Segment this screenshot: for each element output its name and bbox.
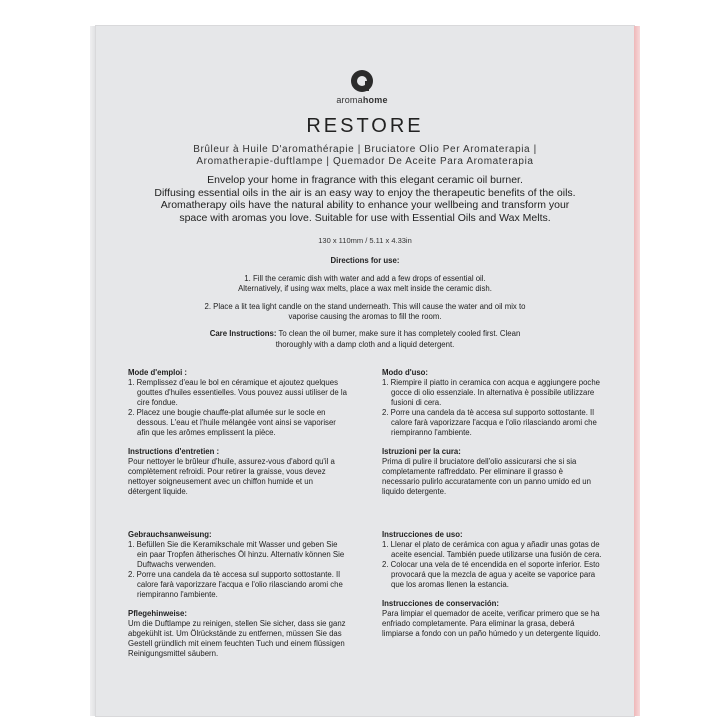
spanish-step-1: 1. Llenar el plato de cerámica con agua y añadir unas gotas de aceite esencial. También puede utilizarse una fusión de cera. xyxy=(382,540,602,559)
step-1-line: Alternatively, if using wax melts, place a wax melt inside the ceramic dish. xyxy=(238,284,492,293)
directions-step-2 xyxy=(180,302,550,323)
brand-name xyxy=(0,95,724,105)
intro-paragraph xyxy=(150,174,580,224)
step-1-line: 1. Fill the ceramic dish with water and add a few drops of essential oil. xyxy=(244,273,486,283)
spanish-heading: Instrucciones de uso: xyxy=(382,530,463,539)
care-instructions xyxy=(175,329,555,350)
subtitle-line: Aromatherapie-duftlampe | Quemador De Aceite Para Aromaterapia xyxy=(196,156,534,167)
care-text: thoroughly with a damp cloth and a liquid detergent. xyxy=(275,339,455,349)
french-step-2: 2. Placez une bougie chauffe-plat allumée sur le socle en dessous. L'eau et l'huile mélangée vont ainsi se vaporiser afin que les arômes emplissent la pièce. xyxy=(128,408,336,437)
aroma-home-logo-icon xyxy=(351,70,373,92)
spanish-care-heading: Instrucciones de conservación: xyxy=(382,599,499,608)
brand-name-bold: home xyxy=(362,95,388,105)
spanish-section xyxy=(382,530,602,639)
care-label: Care Instructions: xyxy=(209,329,277,338)
directions-heading: Directions for use: xyxy=(330,256,400,265)
intro-line: space with aromas you love. Suitable for use with Essential Oils and Wax Melts. xyxy=(179,211,551,224)
german-step-1: 1. Befüllen Sie die Keramikschale mit Wasser und geben Sie ein paar Tropfen ätherisches Öl hinzu. Alternativ können Sie Duftwachs verwenden. xyxy=(128,540,345,569)
brand-name-light: aroma xyxy=(336,95,363,105)
directions-step-1 xyxy=(180,274,550,295)
brand-logo xyxy=(0,70,724,105)
italian-step-1: 1. Riempire il piatto in ceramica con acqua e aggiungere poche gocce di olio essenziale. In alternativa è possibile utilizzare fusioni di cera. xyxy=(382,378,601,407)
german-care-text: Um die Duftlampe zu reinigen, stellen Sie sicher, dass sie ganz abgekühlt ist. Um Ölrückstände zu entfernen, müssen Sie das Gestell gründlich mit einem feuchten Tuch und einem flüssigen Reinigungsmittel säubern. xyxy=(128,619,346,658)
care-text: To clean the oil burner, make sure it has completely cooled first. Clean xyxy=(276,329,521,338)
french-care-text: Pour nettoyer le brûleur d'huile, assurez-vous d'abord qu'il a complètement refroidi. Pour retirer la graisse, vous devez nettoyer soigneusement avec un chiffon humide et un détergent liquide. xyxy=(128,457,335,496)
product-dimensions: 130 x 110mm / 5.11 x 4.33in xyxy=(318,236,412,245)
product-subtitle xyxy=(130,144,600,168)
french-step-1: 1. Remplissez d'eau le bol en céramique et ajoutez quelques gouttes d'huiles essentielles. Vous pouvez aussi utiliser de la cire fondue. xyxy=(128,378,347,407)
italian-step-2: 2. Porre una candela da tè accesa sul supporto sottostante. Il calore farà vaporizzare l'acqua e l'olio rilasciando aromi che riempiranno l'ambiente. xyxy=(382,408,597,437)
german-heading: Gebrauchsanweisung: xyxy=(128,530,212,539)
spanish-step-2: 2. Colocar una vela de té encendida en el soporte inferior. Esto provocará que la mezcla de agua y aceite se vaporice para que los aromas llenen la estancia. xyxy=(382,560,600,589)
german-section xyxy=(128,530,348,659)
intro-line: Diffusing essential oils in the air is an easy way to enjoy the therapeutic benefits of the oils. xyxy=(154,186,576,199)
step-2-line: vaporise causing the aromas to fill the room. xyxy=(288,312,442,321)
german-care-heading: Pflegehinweise: xyxy=(128,609,187,618)
german-step-2: 2. Porre una candela da tè accesa sul supporto sottostante. Il calore farà vaporizzare l'acqua e l'olio rilasciando aromi che riempiranno l'ambiente. xyxy=(128,570,343,599)
box-right-edge xyxy=(634,26,640,716)
italian-care-heading: Istruzioni per la cura: xyxy=(382,447,461,456)
directions-section xyxy=(180,256,550,330)
step-2-line: 2. Place a lit tea light candle on the stand underneath. This will cause the water and oil mix to xyxy=(204,301,526,311)
italian-heading: Modo d'uso: xyxy=(382,368,429,377)
product-title: RESTORE xyxy=(306,115,424,137)
french-section xyxy=(128,368,348,497)
spanish-care-text: Para limpiar el quemador de aceite, verificar primero que se ha enfriado completamente. Para eliminar la grasa, deberá limpiarse a fondo con un paño húmedo y un detergente líquido. xyxy=(382,609,601,638)
italian-care-text: Prima di pulire il bruciatore dell'olio assicurarsi che si sia completamente raffreddato. Per eliminare il grasso è necessario pulirlo accuratamente con un panno umido ed un liquido detergente. xyxy=(382,457,591,496)
italian-section xyxy=(382,368,602,497)
french-care-heading: Instructions d'entretien : xyxy=(128,447,220,456)
intro-line: Aromatherapy oils have the natural ability to enhance your wellbeing and transform your xyxy=(160,199,570,211)
subtitle-line: Brûleur à Huile D'aromathérapie | Bruciatore Olio Per Aromaterapia | xyxy=(193,144,537,155)
french-heading: Mode d'emploi : xyxy=(128,368,188,377)
intro-line: Envelop your home in fragrance with this elegant ceramic oil burner. xyxy=(207,174,523,186)
